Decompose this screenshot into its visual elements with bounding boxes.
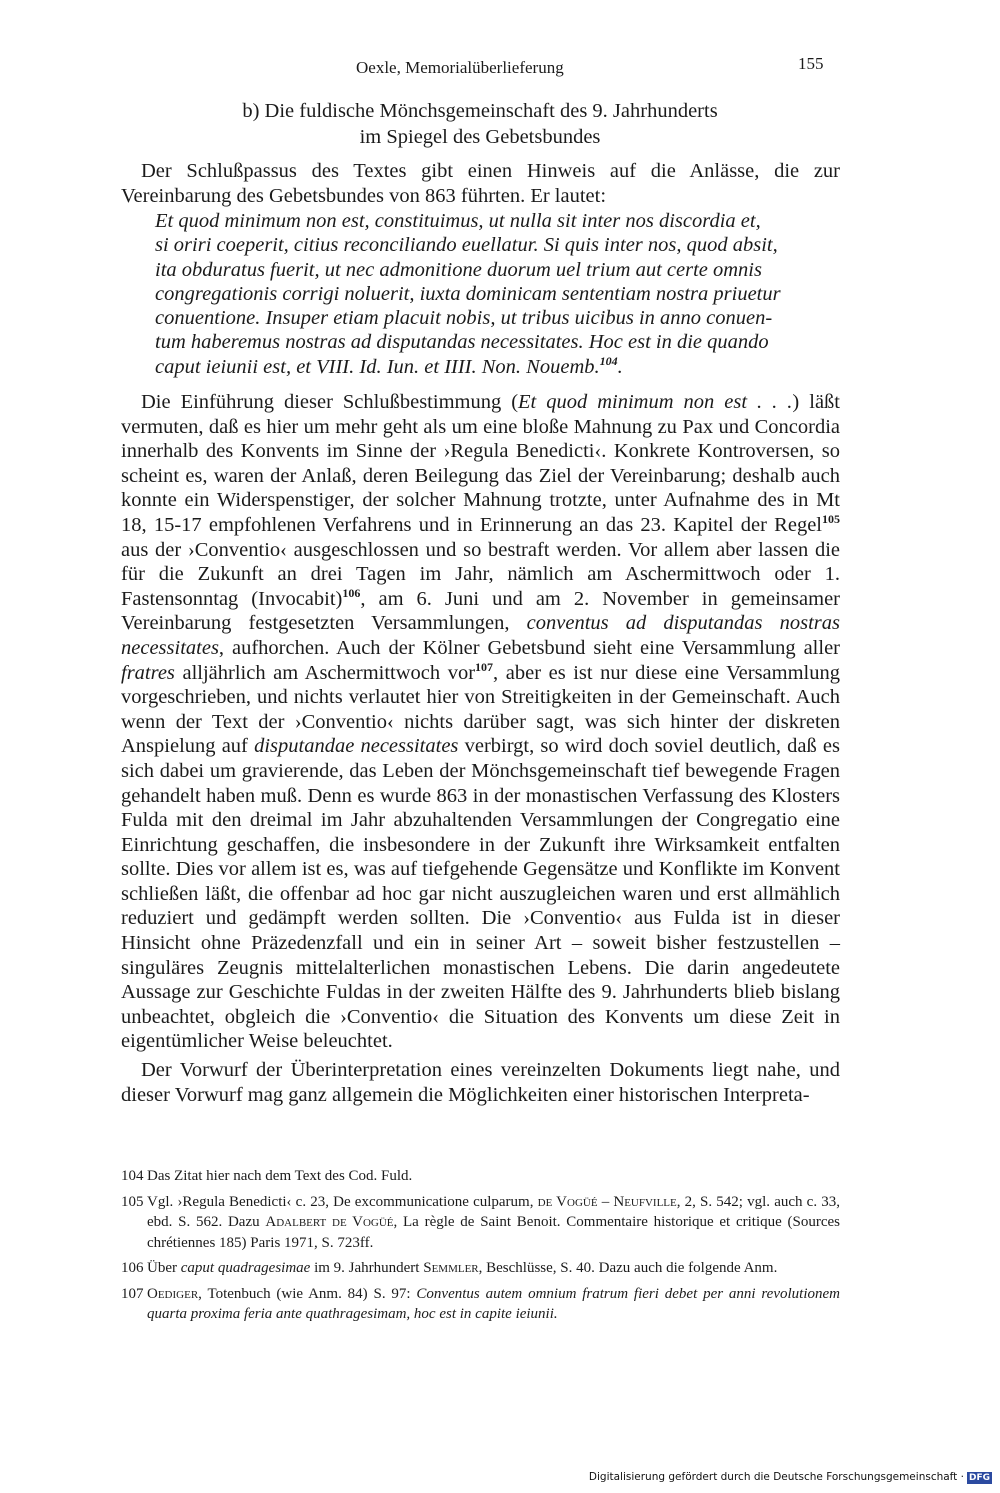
text-run: Über — [147, 1260, 181, 1276]
text-run: im 9. Jahrhundert — [310, 1260, 424, 1276]
italic-run: Conventus autem omnium fratrum fieri debet per anni revolutionem quarta proxima feria ante quathragesimam, hoc est in capite ieiunii. — [147, 1285, 840, 1322]
text-run: Die Einführung dieser Schlußbestimmung ( — [141, 391, 519, 413]
italic-run: Et quod minimum non est . . . — [518, 391, 793, 413]
page-header — [0, 54, 1000, 84]
footnote-text — [147, 1192, 840, 1254]
dfg-logo: DFG — [968, 1473, 990, 1483]
footnote-106 — [121, 1258, 840, 1279]
footnote-105 — [121, 1192, 840, 1254]
footnote-ref-106[interactable]: 106 — [342, 585, 361, 600]
author-name: de Vogüé – Neufville — [537, 1193, 677, 1210]
quote-line: conuentione. Insuper etiam placuit nobis, ut tribus uicibus in anno conuen- — [155, 307, 773, 330]
footnote-ref-104[interactable]: 104 — [599, 353, 618, 368]
quote-line-text: caput ieiunii est, et VIII. Id. Iun. et IIII. Non. Nouemb. — [155, 355, 600, 378]
italic-run: conventus ad disputandas nostras necessitates — [121, 612, 840, 659]
page-number: 155 — [798, 54, 824, 73]
footnote-text: Das Zitat hier nach dem Text des Cod. Fuld. — [147, 1168, 413, 1184]
text-run: aus der ›Conventio‹ ausgeschlossen und so bestraft werden. Vor allem aber lassen die für die Zukunft an drei Tagen im Jahr, nämlich am Aschermittwoch oder 1. Fastensonntag (Invocabit) — [121, 538, 840, 610]
footnote-text — [147, 1284, 840, 1325]
footnote-107 — [121, 1284, 840, 1325]
text-run: ) läßt vermuten, daß es hier um mehr geht als um eine bloße Mahnung zu Pax und Concordia innerhalb des Konvents im Sinne der ›Regula Benedicti‹. Konkrete Kontroversen, so scheint es, waren der Anlaß, deren Beilegung das Ziel der Vereinbarung; deshalb auch konnte ein Widerspenstiger, der solcher Mahnung trotzte, unter Aufnahme des in Mt 18, 15-17 empfohlenen Verfahrens und in Erinnerung an das 23. Kapitel der Regel — [121, 391, 840, 536]
section-heading-line-1: b) Die fuldische Mönchsgemeinschaft des 9. Jahrhunderts — [242, 100, 718, 122]
text-run: , Totenbuch (wie Anm. 84) S. 97: — [198, 1285, 417, 1302]
text-run: , 2, S. 542; vgl. auch c. 33, ebd. S. 562. Dazu — [147, 1193, 840, 1230]
text-run: , am 6. Juni und am 2. November in gemeinsamer Vereinbarung festgesetzten Versammlungen, — [121, 587, 840, 635]
text-run: Vgl. ›Regula Benedicti‹ c. 23, De excommunicatione culparum, — [147, 1193, 538, 1210]
digitization-credit — [589, 1471, 992, 1484]
author-name: Oediger — [147, 1285, 199, 1302]
footnote-number: 106 — [121, 1260, 144, 1276]
latin-quotation — [155, 209, 787, 379]
quote-end: . — [617, 355, 623, 378]
footnote-text — [147, 1258, 840, 1279]
footnotes — [121, 1166, 840, 1330]
quote-line: ita obduratus fuerit, ut nec admonitione duorum uel trium aut certe omnis — [155, 258, 762, 281]
author-name: Semmler — [423, 1260, 479, 1276]
section-heading-line-2: im Spiegel des Gebetsbundes — [359, 126, 601, 148]
quote-line: tum haberemus nostras ad disputandas necessitates. Hoc est in die quando — [155, 331, 769, 354]
text-run: , aufhorchen. Auch der Kölner Gebetsbund sieht eine Versammlung aller — [218, 636, 840, 659]
footnote-ref-107[interactable]: 107 — [475, 659, 494, 674]
italic-run: fratres — [121, 661, 175, 684]
section-heading — [120, 98, 840, 150]
footnote-number: 105 — [121, 1193, 144, 1210]
main-paragraph-block — [121, 390, 840, 1107]
text-run: , Beschlüsse, S. 40. Dazu auch die folgende Anm. — [478, 1260, 778, 1276]
intro-paragraph-block — [121, 159, 840, 208]
running-head: Oexle, Memorialüberlieferung — [356, 58, 564, 77]
credit-text: Digitalisierung gefördert durch die Deutsche Forschungsgemeinschaft · — [588, 1471, 964, 1483]
quote-line: Et quod minimum non est, constituimus, ut nulla sit inter nos discordia et, — [155, 210, 761, 232]
italic-run: caput quadragesimae — [180, 1260, 311, 1276]
author-name: Adalbert de Vogüé — [265, 1214, 394, 1230]
footnote-104 — [121, 1166, 840, 1187]
footnote-ref-105[interactable]: 105 — [822, 512, 840, 527]
quote-line-last — [155, 355, 787, 379]
text-run: , La règle de Saint Benoit. Commentaire historique et critique (Sources chrétiennes 185) Paris 1971, S. 723ff. — [147, 1214, 840, 1251]
intro-paragraph: Der Schlußpassus des Textes gibt einen Hinweis auf die Anlässe, die zur Vereinbarung des Gebetsbundes von 863 führten. Er lautet: — [121, 160, 840, 207]
main-paragraph — [121, 390, 840, 1054]
quote-line: si oriri coeperit, citius reconciliando euellatur. Si quis inter nos, quod absit, — [155, 234, 778, 257]
text-run: verbirgt, so wird doch soviel deutlich, daß es sich dabei um gravierende, das Leben der Mönchsgemeinschaft tief bewegende Fragen gehandelt haben muß. Denn es wurde 863 in der monastischen Verfassung des Klosters Fulda mit den dreimal im Jahr abzuhaltenden Versammlungen der Congregatio eine Einrichtung geschaffen, die insbesondere in der Zukunft ihre Wirksamkeit entfalten sollte. Dies vor allem ist es, was auf tiefgehende Gegensätze und Konflikte im Konvent schließen läßt, die offenbar ad hoc gar nicht auszugleichen waren und erst allmählich reduziert und gedämpft werden sollten. Die ›Conventio‹ aus Fulda ist in dieser Hinsicht ohne Präzedenzfall und ein in seiner Art – soweit bisher festzustellen – singuläres Zeugnis mittelalterlichen monastischen Lebens. Die darin angedeutete Aussage zur Geschichte Fuldas in der zweiten Hälfte des 9. Jahrhunderts blieb bislang unbeachtet, obgleich die ›Conventio‹ die Situation des Konvents um diese Zeit in eigentümlicher Weise beleuchtet. — [121, 735, 840, 1053]
text-run: alljährlich am Aschermittwoch vor — [174, 661, 476, 684]
italic-run: disputandae necessitates — [254, 735, 459, 758]
text-run: , aber es ist nur diese eine Versammlung vorgeschrieben, und nichts verlautet hier von Streitigkeiten in der Gemeinschaft. Auch wenn der Text der ›Conventio‹ nichts darüber sagt, was sich hinter der diskreten Anspielung auf — [121, 661, 840, 758]
footnote-number: 104 — [121, 1168, 144, 1184]
quote-line: congregationis corrigi noluerit, iuxta dominicam sententiam nostra priuetur — [155, 282, 781, 305]
footnote-number: 107 — [121, 1285, 144, 1302]
closing-paragraph: Der Vorwurf der Überinterpretation eines vereinzelten Dokuments liegt nahe, und dieser Vorwurf mag ganz allgemein die Möglichkeiten einer historischen Interpreta- — [121, 1059, 840, 1106]
